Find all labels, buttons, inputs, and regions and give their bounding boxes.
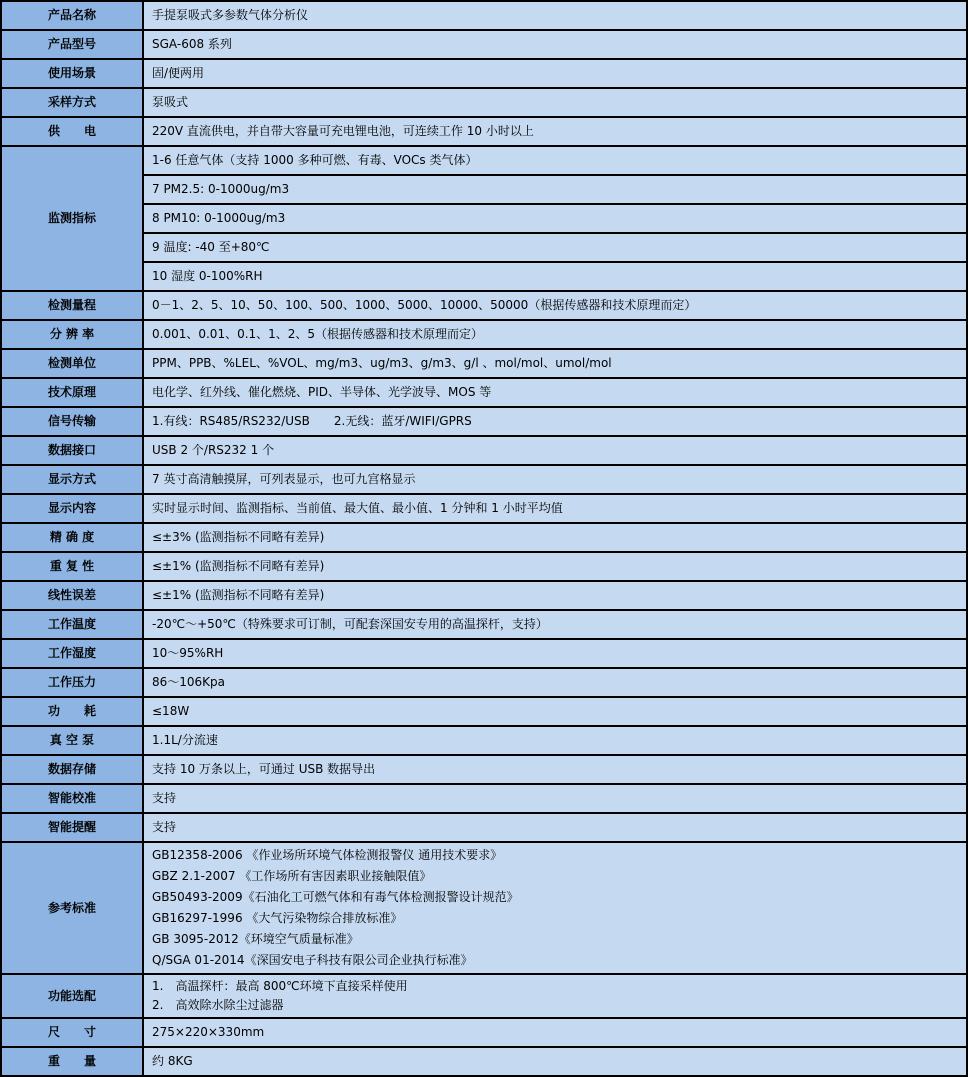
standard-line: Q/SGA 01-2014《深国安电子科技有限公司企业执行标准》 — [152, 953, 473, 967]
table-row-dimensions — [1, 1018, 967, 1047]
spec-value: 手提泵吸式多参数气体分析仪 — [143, 1, 967, 30]
spec-value: 86～106Kpa — [143, 668, 967, 697]
spec-value: 约 8KG — [143, 1047, 967, 1076]
table-row-optional-features — [1, 974, 967, 1018]
standard-line: GB50493-2009《石油化工可燃气体和有毒气体检测报警设计规范》 — [152, 890, 519, 904]
spec-value: 220V 直流供电，并自带大容量可充电锂电池，可连续工作 10 小时以上 — [143, 117, 967, 146]
table-row-data-storage — [1, 755, 967, 784]
spec-label: 重 量 — [1, 1047, 143, 1076]
table-row-working-humidity — [1, 639, 967, 668]
spec-value: PPM、PPB、%LEL、%VOL、mg/m3、ug/m3、g/m3、g/l 、mol/mol、umol/mol — [143, 349, 967, 378]
spec-label: 检测量程 — [1, 291, 143, 320]
spec-label: 检测单位 — [1, 349, 143, 378]
spec-label: 真 空 泵 — [1, 726, 143, 755]
spec-label: 工作湿度 — [1, 639, 143, 668]
table-row-usage-scene — [1, 59, 967, 88]
spec-value: 支持 — [143, 784, 967, 813]
table-row-display-content — [1, 494, 967, 523]
spec-value: 1.有线：RS485/RS232/USB 2.无线：蓝牙/WIFI/GPRS — [143, 407, 967, 436]
spec-value: USB 2 个/RS232 1 个 — [143, 436, 967, 465]
spec-value: ≤±1% (监测指标不同略有差异) — [143, 581, 967, 610]
spec-label: 功能选配 — [1, 974, 143, 1018]
spec-label: 使用场景 — [1, 59, 143, 88]
spec-value: SGA-608 系列 — [143, 30, 967, 59]
table-row-model — [1, 30, 967, 59]
spec-label: 重 复 性 — [1, 552, 143, 581]
spec-label: 工作温度 — [1, 610, 143, 639]
spec-label: 技术原理 — [1, 378, 143, 407]
spec-label: 产品名称 — [1, 1, 143, 30]
spec-label: 尺 寸 — [1, 1018, 143, 1047]
table-row-smart-calibration — [1, 784, 967, 813]
spec-value: ≤±1% (监测指标不同略有差异) — [143, 552, 967, 581]
table-row-repeatability — [1, 552, 967, 581]
standard-line: GB 3095-2012《环境空气质量标准》 — [152, 932, 359, 946]
spec-label: 智能提醒 — [1, 813, 143, 842]
table-row-reference-standards — [1, 842, 967, 974]
option-line: 1. 高温探杆：最高 800℃环境下直接采样使用 — [152, 979, 408, 993]
spec-label: 供 电 — [1, 117, 143, 146]
table-row-accuracy — [1, 523, 967, 552]
table-row-smart-reminder — [1, 813, 967, 842]
table-row-monitoring-indicators — [1, 175, 967, 204]
spec-label: 信号传输 — [1, 407, 143, 436]
standard-line: GB16297-1996 《大气污染物综合排放标准》 — [152, 911, 403, 925]
standard-line: GB12358-2006 《作业场所环境气体检测报警仪 通用技术要求》 — [152, 848, 503, 862]
spec-value: 7 英寸高清触摸屏，可列表显示，也可九宫格显示 — [143, 465, 967, 494]
spec-value: 固/便两用 — [143, 59, 967, 88]
spec-value: 支持 10 万条以上，可通过 USB 数据导出 — [143, 755, 967, 784]
table-row-data-interface — [1, 436, 967, 465]
table-row-working-pressure — [1, 668, 967, 697]
table-row-power-supply — [1, 117, 967, 146]
table-row-monitoring-indicators — [1, 262, 967, 291]
spec-value: 10 湿度 0-100%RH — [143, 262, 967, 291]
table-row-working-temperature — [1, 610, 967, 639]
spec-value: 泵吸式 — [143, 88, 967, 117]
spec-value: 0－1、2、5、10、50、100、500、1000、5000、10000、50000（根据传感器和技术原理而定） — [143, 291, 967, 320]
spec-label: 分 辨 率 — [1, 320, 143, 349]
standard-line: GBZ 2.1-2007 《工作场所有害因素职业接触限值》 — [152, 869, 432, 883]
spec-value: 8 PM10: 0-1000ug/m3 — [143, 204, 967, 233]
spec-label: 显示内容 — [1, 494, 143, 523]
spec-value: 1-6 任意气体（支持 1000 多种可燃、有毒、VOCs 类气体） — [143, 146, 967, 175]
spec-label: 智能校准 — [1, 784, 143, 813]
option-line: 2. 高效除水除尘过滤器 — [152, 998, 284, 1012]
table-row-technical-principle — [1, 378, 967, 407]
spec-value: 支持 — [143, 813, 967, 842]
spec-value: 0.001、0.01、0.1、1、2、5（根据传感器和技术原理而定） — [143, 320, 967, 349]
spec-label: 功 耗 — [1, 697, 143, 726]
table-row-weight — [1, 1047, 967, 1076]
table-row-detection-range — [1, 291, 967, 320]
table-row-power-consumption — [1, 697, 967, 726]
spec-value: 电化学、红外线、催化燃烧、PID、半导体、光学波导、MOS 等 — [143, 378, 967, 407]
table-row-vacuum-pump — [1, 726, 967, 755]
spec-value: 10～95%RH — [143, 639, 967, 668]
table-row-resolution — [1, 320, 967, 349]
spec-label: 精 确 度 — [1, 523, 143, 552]
spec-value: 7 PM2.5: 0-1000ug/m3 — [143, 175, 967, 204]
table-row-sampling-method — [1, 88, 967, 117]
spec-label: 数据存储 — [1, 755, 143, 784]
table-row-detection-unit — [1, 349, 967, 378]
spec-label: 产品型号 — [1, 30, 143, 59]
spec-value: 9 温度: -40 至+80℃ — [143, 233, 967, 262]
spec-label: 数据接口 — [1, 436, 143, 465]
spec-value: 1.1L/分流速 — [143, 726, 967, 755]
spec-value — [143, 974, 967, 1018]
spec-label: 采样方式 — [1, 88, 143, 117]
spec-value — [143, 842, 967, 974]
spec-value: 275×220×330mm — [143, 1018, 967, 1047]
spec-label: 参考标准 — [1, 842, 143, 974]
spec-label: 工作压力 — [1, 668, 143, 697]
table-row-linearity-error — [1, 581, 967, 610]
table-row-monitoring-indicators — [1, 146, 967, 175]
table-row-signal-transmission — [1, 407, 967, 436]
table-row-product-name — [1, 1, 967, 30]
spec-value: ≤±3% (监测指标不同略有差异) — [143, 523, 967, 552]
table-row-monitoring-indicators — [1, 233, 967, 262]
spec-label: 监测指标 — [1, 146, 143, 291]
spec-value: -20℃～+50℃（特殊要求可订制，可配套深国安专用的高温探杆，支持） — [143, 610, 967, 639]
spec-value: ≤18W — [143, 697, 967, 726]
table-row-display-mode — [1, 465, 967, 494]
spec-value: 实时显示时间、监测指标、当前值、最大值、最小值、1 分钟和 1 小时平均值 — [143, 494, 967, 523]
spec-label: 显示方式 — [1, 465, 143, 494]
table-row-monitoring-indicators — [1, 204, 967, 233]
spec-label: 线性误差 — [1, 581, 143, 610]
